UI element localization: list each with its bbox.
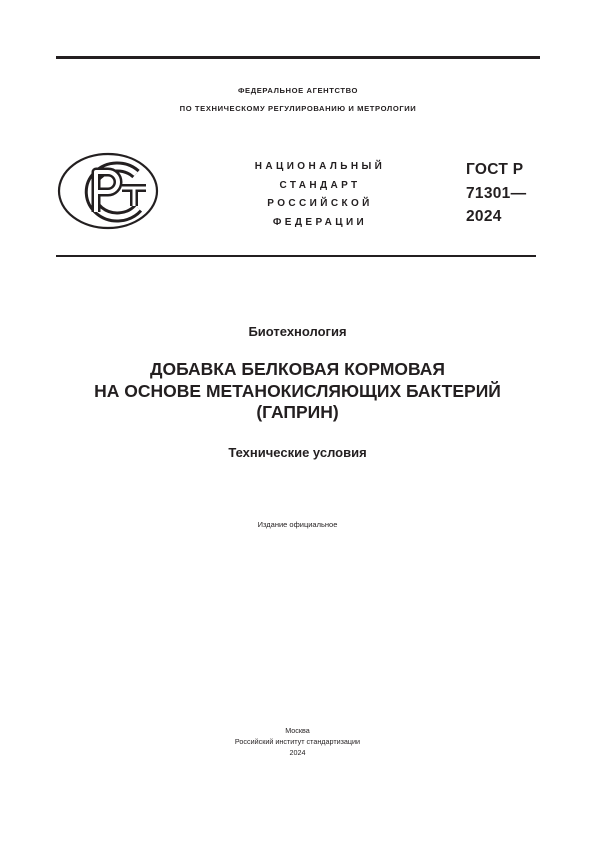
header-rule [56,255,536,257]
designation-line2: 71301— [466,184,527,202]
gost-r-emblem-icon [56,150,160,237]
standard-status-line2: СТАНДАРТ [279,179,361,191]
standard-status-line1: НАЦИОНАЛЬНЫЙ [254,161,386,172]
standard-status-line3: РОССИЙСКОЙ [267,198,373,209]
title-line2: НА ОСНОВЕ МЕТАНОКИСЛЯЮЩИХ БАКТЕРИЙ [94,380,501,401]
title-line1: ДОБАВКА БЕЛКОВАЯ КОРМОВАЯ [149,359,446,379]
imprint-publisher: Российский институт стандартизации [234,737,361,746]
edition-note: Издание официальное [257,520,338,529]
standard-designation [466,158,526,229]
imprint [0,725,595,758]
designation-line1: ГОСТ Р [466,161,524,178]
top-rule [56,56,540,59]
document-title [0,359,595,424]
designation-line3: 2024 [466,208,502,225]
title-line3: (ГАПРИН) [256,402,339,422]
imprint-city: Москва [285,726,310,735]
agency-name-line1: ФЕДЕРАЛЬНОЕ АГЕНТСТВО [237,86,359,95]
imprint-year: 2024 [289,748,306,757]
document-subtitle: Технические условия [228,445,367,460]
standard-status-label [230,158,410,232]
agency-name-line2: ПО ТЕХНИЧЕСКОМУ РЕГУЛИРОВАНИЮ И МЕТРОЛОГИИ [179,104,417,113]
document-subject: Биотехнология [248,324,347,339]
standard-status-line4: ФЕДЕРАЦИИ [272,216,368,228]
